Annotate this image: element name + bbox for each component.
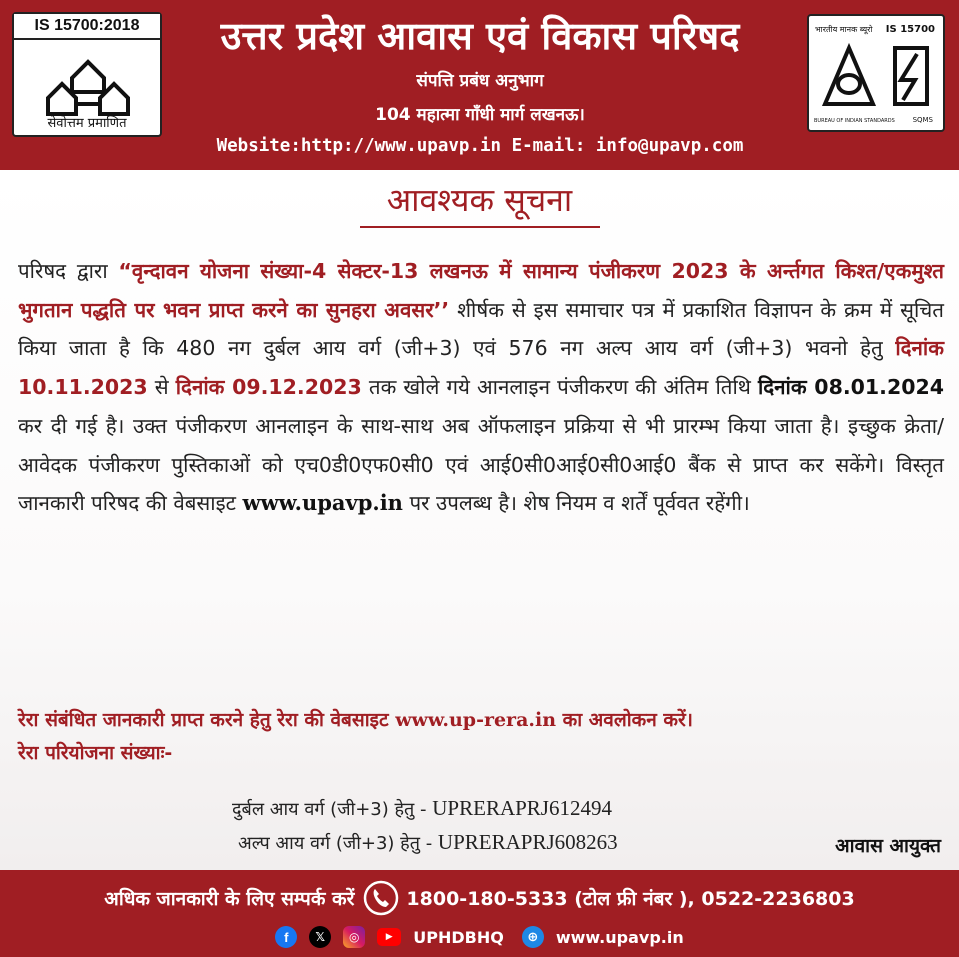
notice-intro: परिषद द्वारा	[18, 259, 119, 283]
rera-website-link[interactable]: www.up-rera.in	[395, 709, 557, 731]
website-link[interactable]: www.upavp.in	[242, 490, 403, 516]
bis-top-text: भारतीय मानक ब्यूरो	[815, 25, 873, 34]
organization-title: उत्तर प्रदेश आवास एवं विकास परिषद	[220, 14, 740, 58]
iso-certificate-label: IS 15700:2018	[14, 14, 160, 40]
footer-website[interactable]: www.upavp.in	[555, 927, 684, 947]
rera-info-prefix: रेरा संबंधित जानकारी प्राप्त करने हेतु रेरा की वेबसाइट	[18, 709, 396, 731]
website-email-line: Website:http://www.upavp.in E-mail: info@upavp.com	[216, 136, 744, 156]
rera-project-code: UPRERAPRJ612494	[432, 796, 612, 820]
office-address: 104 महात्मा गाँधी मार्ग लखनऊ।	[375, 105, 585, 125]
bis-bottom-text: BUREAU OF INDIAN STANDARDS	[814, 118, 895, 124]
upavp-houses-logo-icon	[42, 48, 134, 118]
rera-info-line	[18, 704, 948, 737]
notice-text-1: शीर्षक से इस समाचार पत्र में प्रकाशित विज्ञापन के क्रम में सूचित किया जाता है कि 480 नग दुर्बल आय वर्ग (जी+3) एवं 576 नग अल्प आय वर्ग (जी+3) भवनो हेतु	[18, 297, 944, 361]
social-bar	[0, 922, 959, 952]
footer-contact-line	[0, 878, 959, 918]
notice-paragraph	[18, 252, 944, 523]
last-date: दिनांक 08.01.2024	[757, 375, 944, 400]
start-date: दिनांक 10.11.2023	[18, 336, 944, 400]
rera-project-row	[238, 830, 618, 855]
phone-numbers[interactable]: 1800-180-5333 (टोल फ्री नंबर ), 0522-2236803	[406, 888, 855, 910]
contact-prefix: अधिक जानकारी के लिए सम्पर्क करें	[104, 888, 355, 910]
department-name: संपत्ति प्रबंध अनुभाग	[416, 71, 544, 91]
phone-icon	[362, 879, 400, 917]
globe-icon[interactable]: ⊕	[522, 926, 544, 948]
notice-text-3: कर दी गई है। उक्त पंजीकरण आनलाइन के साथ-साथ अब ऑफलाइन प्रक्रिया से भी प्रारम्भ किया जाता है। इच्छुक क्रेता/ आवेदक पंजीकरण पुस्तिकाओं को एच0डी0एफ0सी0 एवं आई0सी0आई0सी0आई0 बैंक से प्राप्त कर सकेंगे। विस्तृत जानकारी परिषद की वेबसाइट	[18, 413, 944, 516]
youtube-icon[interactable]: ▶	[377, 928, 401, 946]
rera-row-label: अल्प आय वर्ग (जी+3) हेतु -	[238, 833, 438, 854]
rera-info-block	[18, 704, 948, 770]
notice-text-2: तक खोले गये आनलाइन पंजीकरण की अंतिम तिथि	[361, 375, 758, 400]
bis-iso-number: IS 15700	[885, 24, 935, 35]
x-icon[interactable]: 𝕏	[309, 926, 331, 948]
rera-project-label: रेरा परियोजना संख्याः-	[18, 742, 173, 764]
scheme-title: “वृन्दावन योजना संख्या-4 सेक्टर-13 लखनऊ में सामान्य पंजीकरण 2023 के अर्न्तगत किश्त/एकमुश्त भुगतान पद्धति पर भवन प्राप्त करने का सुनहरा अवसर’’	[18, 259, 944, 322]
sqms-label: SQMS	[912, 116, 933, 124]
rera-project-row	[232, 796, 612, 821]
seal-caption: सेवोत्तम प्रमाणित	[47, 116, 127, 131]
notice-text-end: पर उपलब्ध है। शेष नियम व शर्तें पूर्ववत रहेंगी।	[402, 491, 750, 516]
end-date: दिनांक 09.12.2023	[175, 375, 362, 400]
social-handle[interactable]: UPHDBHQ	[413, 927, 504, 947]
rera-info-suffix: का अवलोकन करें।	[556, 709, 693, 731]
heading-underline	[360, 226, 600, 228]
rera-row-label: दुर्बल आय वर्ग (जी+3) हेतु -	[232, 799, 433, 820]
signatory: आवास आयुक्त	[835, 835, 941, 857]
rera-project-code: UPRERAPRJ608263	[437, 830, 618, 854]
bis-standard-mark-icon	[815, 40, 939, 116]
facebook-icon[interactable]: f	[275, 926, 297, 948]
instagram-icon[interactable]: ◎	[343, 926, 365, 948]
bis-certification-logo	[807, 14, 945, 132]
seal-logo	[12, 12, 162, 137]
notice-connector: से	[147, 375, 176, 400]
notice-heading: आवश्यक सूचना	[386, 181, 573, 219]
